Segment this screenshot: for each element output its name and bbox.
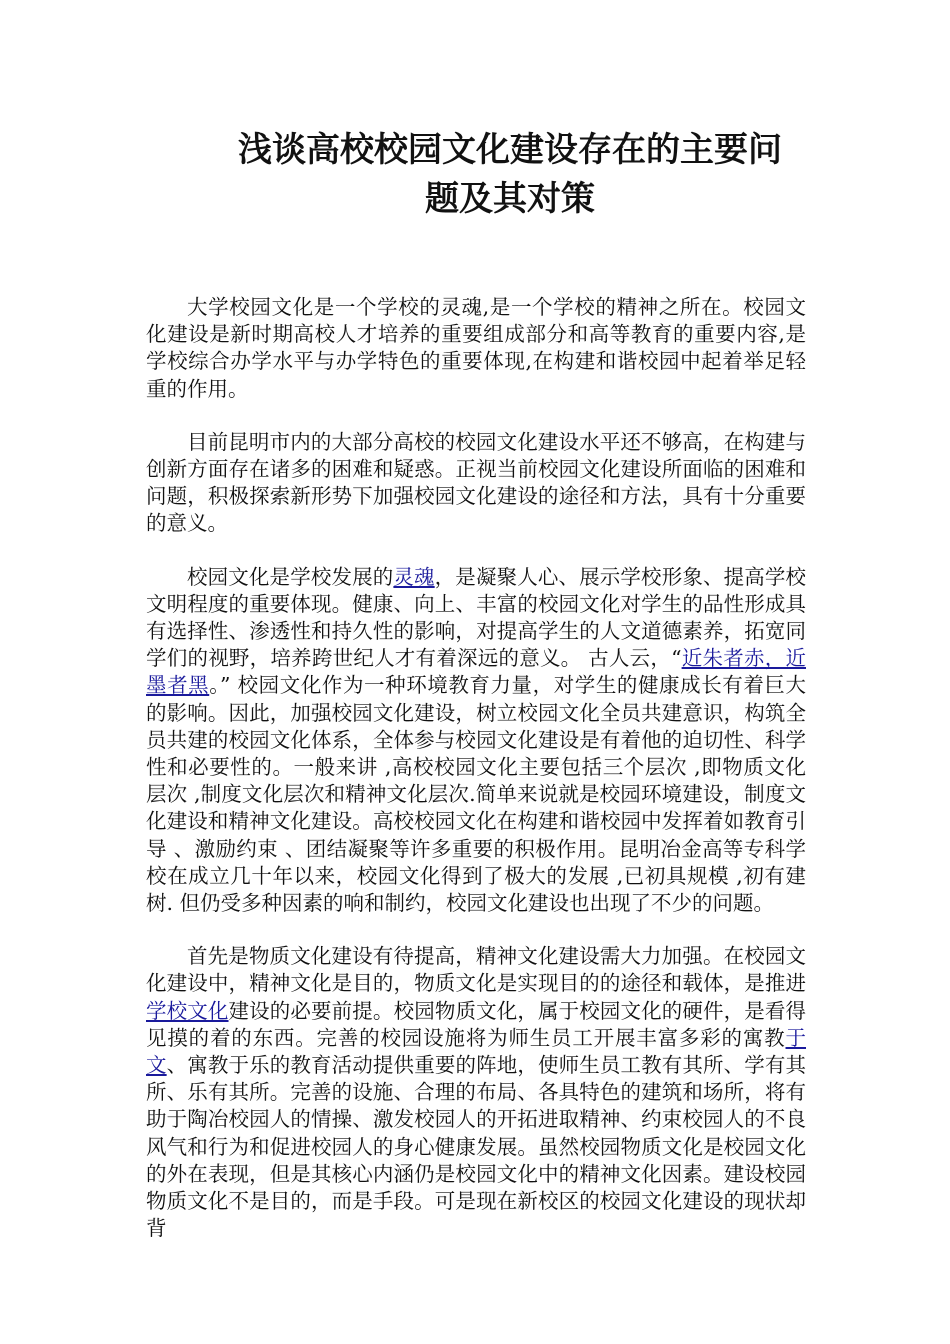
paragraph-4-text-2: 建设的必要前提。校园物质文化，属于校园文化的硬件，是看得见摸的着的东西。完善的校园设施将为师生员工开展丰富多彩的寓教 bbox=[146, 998, 807, 1050]
paragraph-4 bbox=[146, 943, 806, 1242]
document-title bbox=[205, 126, 815, 224]
link-linghun[interactable]: 灵魂 bbox=[393, 564, 435, 589]
paragraph-1: 大学校园文化是一个学校的灵魂,是一个学校的精神之所在。校园文化建设是新时期高校人才培养的重要组成部分和高等教育的重要内容,是学校综合办学水平与办学特色的重要体现,在构建和谐校园中起着举足轻重的作用。 bbox=[146, 295, 806, 401]
title-line-2: 题及其对策 bbox=[425, 179, 595, 219]
paragraph-4-text-3: 、寓教于乐的教育活动提供重要的阵地，使师生员工教有其所、学有其所、乐有其所。完善的设施、合理的布局、各具特色的建筑和场所，将有助于陶冶校园人的情操、激发校园人的开拓进取精神、约束校园人的不良风气和行为和促进校园人的身心健康发展。虽然校园物质文化是校园文化的外在表现，但是其核心内涵仍是校园文化中的精神文化因素。建设校园物质文化不是目的，而是手段。可是现在新校区的校园文化建设的现状却背 bbox=[146, 1053, 807, 1241]
link-yuwen[interactable]: 于文 bbox=[146, 1025, 806, 1078]
title-line-1: 浅谈高校校园文化建设存在的主要问 bbox=[238, 130, 782, 170]
link-jinzhu-zhechi[interactable]: 近朱者赤，近墨者黑 bbox=[146, 646, 806, 698]
paragraph-2: 目前昆明市内的大部分高校的校园文化建设水平还不够高，在构建与创新方面存在诸多的困难和疑惑。正视当前校园文化建设所面临的困难和问题，积极探索新形势下加强校园文化建设的途径和方法，具有十分重要的意义。 bbox=[146, 429, 806, 536]
paragraph-3-text-3: 。” 校园文化作为一种环境教育力量，对学生的健康成长有着巨大的影响。因此，加强校园文化建设，树立校园文化全员共建意识，构筑全员共建的校园文化体系，全体参与校园文化建设是有着他的迫切性、科学性和必要性的。一般来讲 ,高校校园文化主要包括三个层次 ,即物质文化层次 ,制度文化层次和精神文化层次.简单来说就是校园环境建设，制度文化建设和精神文化建设。高校校园文化在构建和谐校园中发挥着如教育引导 、激励约束 、团结凝聚等许多重要的积极作用。昆明冶金高等专科学校在成立几十年以来，校园文化得到了极大的发展 ,已初具规模 ,初有建树. 但仍受多种因素的响和制约，校园文化建设也出现了不少的问题。 bbox=[146, 673, 806, 916]
paragraph-4-text-1: 首先是物质文化建设有待提高，精神文化建设需大力加强。在校园文化建设中，精神文化是目的，物质文化是实现目的的途径和载体，是推进 bbox=[146, 944, 806, 996]
link-xuexiao-wenhua[interactable]: 学校文化 bbox=[146, 998, 229, 1023]
paragraph-3 bbox=[146, 564, 806, 918]
document-body bbox=[146, 294, 806, 1269]
paragraph-3-text-1: 校园文化是学校发展的 bbox=[187, 564, 394, 589]
paragraph-3-text-2: ，是凝聚人心、展示学校形象、提高学校文明程度的重要体现。健康、向上、丰富的校园文化对学生的品性形成具有选择性、渗透性和持久性的影响，对提高学生的人文道德素养，拓宽同学们的视野，培养跨世纪人才有着深远的意义。 古人云，“ bbox=[146, 564, 807, 671]
